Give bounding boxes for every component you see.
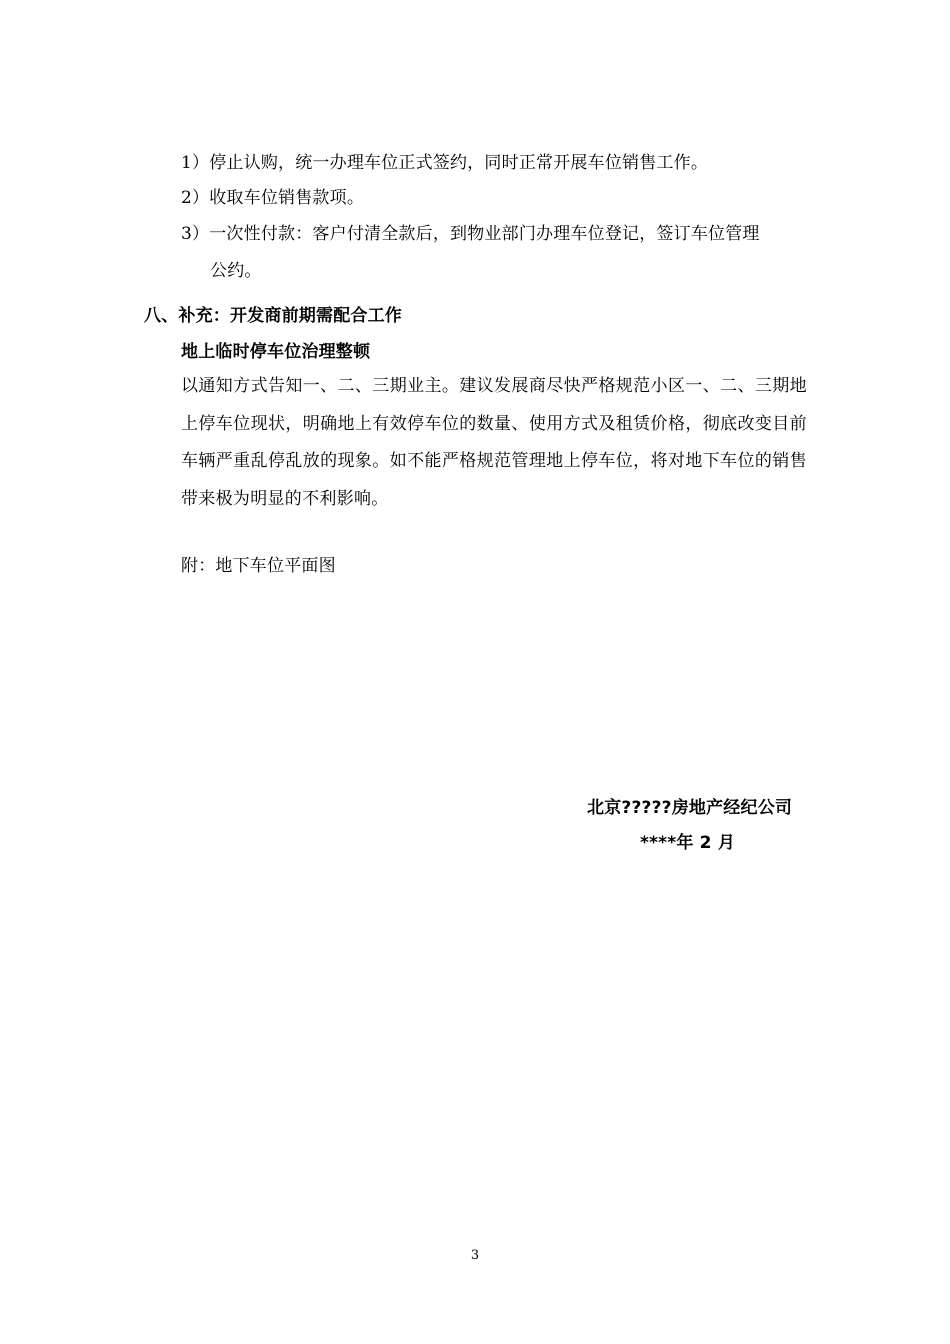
section-heading: 八、补充：开发商前期需配合工作 [144,306,402,326]
list-item-3-continued: 公约。 [210,261,262,281]
body-paragraph: 以通知方式告知一、二、三期业主。建议发展商尽快严格规范小区一、二、三期地上停车位现状，明确地上有效停车位的数量、使用方式及租赁价格，彻底改变目前车辆严重乱停乱放的现象。如不能严格规范管理地上停车位，将对地下车位的销售带来极为明显的不利影响。 [181,376,807,509]
page-number: 3 [470,1248,480,1263]
sub-heading: 地上临时停车位治理整顿 [181,342,371,362]
signature-company: 北京?????房地产经纪公司 [587,798,793,818]
list-item-3: 3）一次性付款：客户付清全款后，到物业部门办理车位登记，签订车位管理 [181,224,760,244]
signature-date: ****年 2 月 [640,833,736,853]
list-item-1: 1）停止认购，统一办理车位正式签约，同时正常开展车位销售工作。 [181,153,709,173]
list-item-2: 2）收取车位销售款项。 [181,188,365,208]
attachment-note: 附：地下车位平面图 [181,556,336,576]
